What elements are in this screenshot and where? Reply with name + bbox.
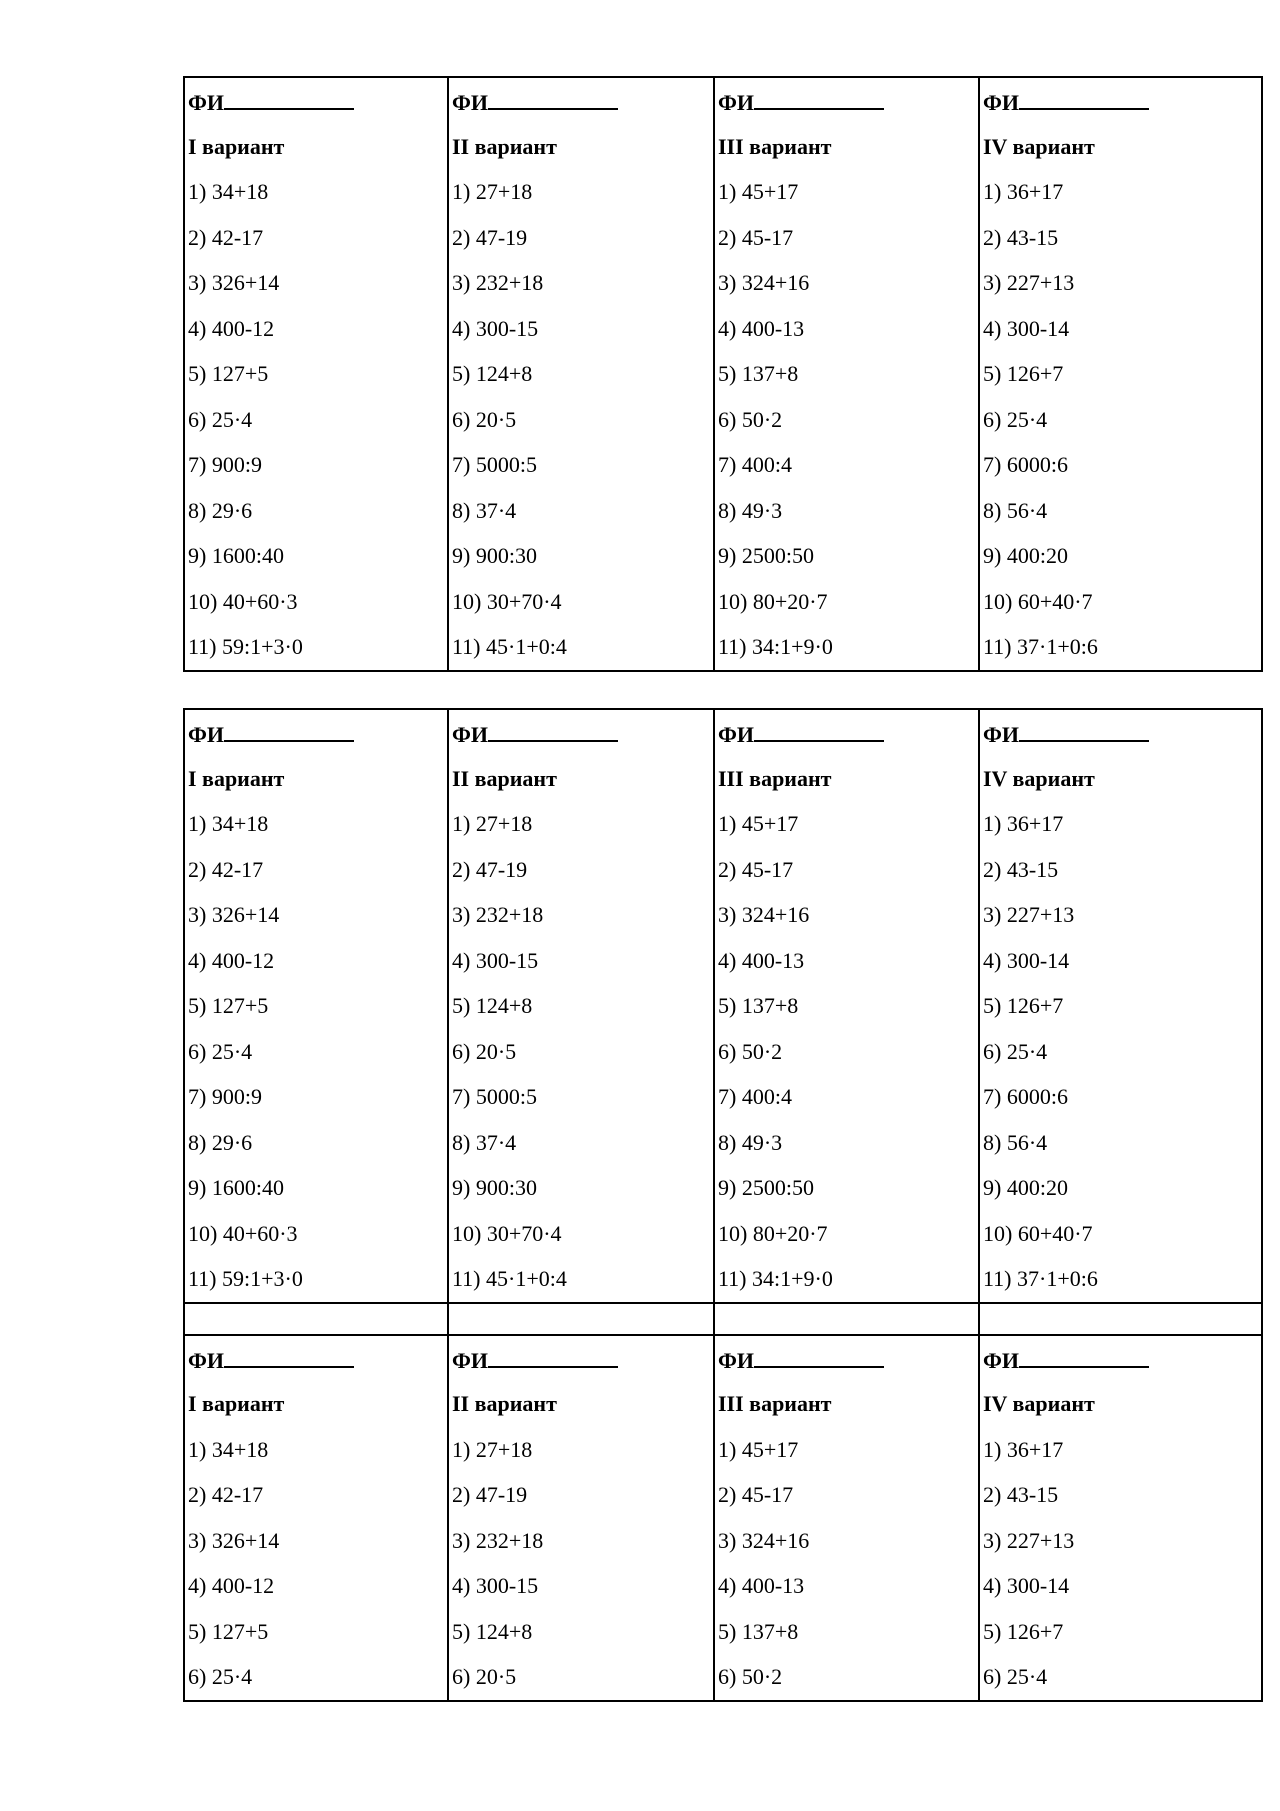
task-item: 6) 20·5 — [452, 1664, 517, 1689]
name-blank-line[interactable] — [488, 1336, 618, 1368]
task-item: 1) 36+17 — [983, 1436, 1064, 1462]
name-field-label: ФИ — [718, 90, 755, 115]
task-item: 3) 326+14 — [188, 902, 280, 927]
name-blank-line[interactable] — [1019, 710, 1149, 742]
task-item: 6) 25·4 — [983, 406, 1048, 432]
name-field-label: ФИ — [188, 1347, 225, 1373]
task-item: 7) 6000:6 — [983, 452, 1068, 477]
name-field-label: ФИ — [452, 722, 489, 747]
task-item: 2) 42-17 — [188, 224, 264, 250]
name-field[interactable] — [983, 78, 1258, 124]
task-item: 6) 25·4 — [983, 1038, 1048, 1064]
variant-title: IV вариант — [983, 133, 1095, 159]
name-blank-line[interactable] — [754, 1336, 884, 1368]
variant-title: II вариант — [452, 1391, 557, 1416]
variant-card-2 — [448, 77, 714, 671]
task-item: 9) 400:20 — [983, 543, 1068, 568]
name-blank-line[interactable] — [1019, 1336, 1149, 1368]
name-field[interactable] — [452, 710, 710, 756]
task-item: 11) 45·1+0:4 — [452, 1266, 567, 1291]
task-item: 4) 300-14 — [983, 947, 1070, 973]
variant-title: IV вариант — [983, 1391, 1095, 1416]
name-blank-line[interactable] — [1019, 78, 1149, 110]
task-item: 9) 400:20 — [983, 1175, 1068, 1200]
name-field[interactable] — [452, 1336, 710, 1382]
task-item: 4) 400-13 — [718, 1573, 805, 1598]
name-field[interactable] — [983, 710, 1258, 756]
card-block-2 — [183, 708, 1263, 1702]
name-field-label: ФИ — [983, 90, 1020, 115]
variant-card-4 — [979, 709, 1262, 1303]
variant-card-3 — [714, 709, 979, 1303]
name-blank-line[interactable] — [224, 78, 354, 110]
task-item: 8) 37·4 — [452, 1129, 517, 1155]
task-item: 9) 1600:40 — [188, 1175, 284, 1200]
card-block-1 — [183, 76, 1263, 672]
task-item: 4) 300-15 — [452, 947, 539, 973]
task-item: 3) 324+16 — [718, 902, 810, 927]
name-field-label: ФИ — [452, 1347, 489, 1373]
task-item: 5) 126+7 — [983, 993, 1064, 1018]
task-item: 2) 47-19 — [452, 1482, 528, 1507]
task-item: 1) 27+18 — [452, 1436, 533, 1462]
name-field-label: ФИ — [188, 722, 225, 747]
task-item: 11) 45·1+0:4 — [452, 634, 567, 659]
task-item: 8) 37·4 — [452, 497, 517, 523]
name-field[interactable] — [718, 710, 975, 756]
task-item: 1) 27+18 — [452, 811, 533, 836]
task-item: 5) 124+8 — [452, 1618, 533, 1644]
task-item: 7) 6000:6 — [983, 1084, 1068, 1109]
task-item: 11) 34:1+9·0 — [718, 634, 833, 659]
task-item: 5) 124+8 — [452, 993, 533, 1018]
name-blank-line[interactable] — [754, 78, 884, 110]
task-item: 10) 80+20·7 — [718, 1220, 828, 1246]
task-item: 10) 80+20·7 — [718, 588, 828, 614]
name-blank-line[interactable] — [488, 710, 618, 742]
task-item: 4) 300-15 — [452, 315, 539, 341]
task-item: 3) 326+14 — [188, 1527, 280, 1553]
task-item: 6) 25·4 — [983, 1664, 1048, 1689]
task-item: 4) 300-15 — [452, 1573, 539, 1598]
task-item: 8) 49·3 — [718, 1129, 783, 1155]
task-item: 5) 137+8 — [718, 361, 799, 386]
task-item: 4) 400-12 — [188, 315, 275, 341]
task-item: 6) 50·2 — [718, 406, 783, 432]
variant-title: III вариант — [718, 133, 832, 159]
variant-card-1 — [184, 1335, 448, 1701]
variant-card-3 — [714, 77, 979, 671]
task-item: 9) 1600:40 — [188, 543, 284, 568]
task-item: 1) 45+17 — [718, 811, 799, 836]
task-item: 4) 300-14 — [983, 1573, 1070, 1598]
task-item: 3) 232+18 — [452, 270, 544, 295]
task-item: 3) 324+16 — [718, 1527, 810, 1553]
empty-cell — [714, 1303, 979, 1335]
task-item: 1) 34+18 — [188, 179, 269, 204]
variant-title: I вариант — [188, 765, 285, 791]
task-item: 5) 126+7 — [983, 1618, 1064, 1644]
name-field[interactable] — [188, 710, 444, 756]
task-item: 8) 56·4 — [983, 1129, 1048, 1155]
variant-card-4 — [979, 77, 1262, 671]
empty-cell — [448, 1303, 714, 1335]
task-item: 2) 47-19 — [452, 856, 528, 882]
task-item: 7) 400:4 — [718, 1084, 792, 1109]
task-item: 8) 29·6 — [188, 1129, 253, 1155]
task-item: 10) 60+40·7 — [983, 588, 1093, 614]
variant-card-2 — [448, 1335, 714, 1701]
task-item: 2) 45-17 — [718, 1482, 794, 1507]
task-item: 5) 127+5 — [188, 993, 269, 1018]
variant-card-1 — [184, 77, 448, 671]
task-item: 4) 400-13 — [718, 947, 805, 973]
task-item: 7) 900:9 — [188, 1084, 262, 1109]
card-block-3 — [184, 1335, 1262, 1701]
name-field[interactable] — [188, 78, 444, 124]
name-blank-line[interactable] — [224, 710, 354, 742]
task-item: 10) 40+60·3 — [188, 588, 298, 614]
name-field[interactable] — [718, 78, 975, 124]
task-item: 3) 227+13 — [983, 902, 1075, 927]
name-field-label: ФИ — [718, 1347, 755, 1373]
variant-title: I вариант — [188, 133, 285, 159]
name-field-label: ФИ — [188, 90, 225, 115]
task-item: 1) 36+17 — [983, 179, 1064, 204]
task-item: 1) 36+17 — [983, 811, 1064, 836]
task-item: 2) 43-15 — [983, 856, 1059, 882]
task-item: 10) 30+70·4 — [452, 588, 562, 614]
task-item: 6) 20·5 — [452, 1038, 517, 1064]
task-item: 7) 400:4 — [718, 452, 792, 477]
task-item: 7) 900:9 — [188, 452, 262, 477]
task-item: 6) 20·5 — [452, 406, 517, 432]
name-blank-line[interactable] — [754, 710, 884, 742]
task-item: 2) 45-17 — [718, 856, 794, 882]
task-item: 1) 45+17 — [718, 179, 799, 204]
task-item: 11) 34:1+9·0 — [718, 1266, 833, 1291]
name-field[interactable] — [718, 1336, 975, 1382]
name-field-label: ФИ — [983, 722, 1020, 747]
task-item: 9) 900:30 — [452, 1175, 537, 1200]
task-item: 8) 29·6 — [188, 497, 253, 523]
task-item: 2) 42-17 — [188, 856, 264, 882]
task-item: 9) 2500:50 — [718, 543, 814, 568]
task-item: 3) 227+13 — [983, 270, 1075, 295]
name-field[interactable] — [188, 1336, 444, 1382]
task-item: 2) 45-17 — [718, 224, 794, 250]
variant-title: III вариант — [718, 1391, 832, 1416]
task-item: 5) 137+8 — [718, 1618, 799, 1644]
variant-title: IV вариант — [983, 765, 1095, 791]
task-item: 2) 43-15 — [983, 224, 1059, 250]
empty-cell — [979, 1303, 1262, 1335]
variant-title: II вариант — [452, 133, 557, 159]
task-item: 8) 49·3 — [718, 497, 783, 523]
task-item: 5) 126+7 — [983, 361, 1064, 386]
task-item: 1) 34+18 — [188, 811, 269, 836]
task-item: 6) 50·2 — [718, 1038, 783, 1064]
task-item: 3) 326+14 — [188, 270, 280, 295]
task-item: 4) 400-12 — [188, 947, 275, 973]
task-item: 7) 5000:5 — [452, 452, 537, 477]
name-field-label: ФИ — [983, 1347, 1020, 1373]
task-item: 10) 60+40·7 — [983, 1220, 1093, 1246]
task-item: 10) 40+60·3 — [188, 1220, 298, 1246]
empty-cell — [184, 1303, 448, 1335]
task-item: 4) 400-13 — [718, 315, 805, 341]
task-item: 5) 124+8 — [452, 361, 533, 386]
task-item: 9) 900:30 — [452, 543, 537, 568]
task-item: 7) 5000:5 — [452, 1084, 537, 1109]
name-field[interactable] — [983, 1336, 1258, 1382]
task-item: 5) 137+8 — [718, 993, 799, 1018]
task-item: 10) 30+70·4 — [452, 1220, 562, 1246]
task-item: 2) 43-15 — [983, 1482, 1059, 1507]
task-item: 6) 50·2 — [718, 1664, 783, 1689]
task-item: 6) 25·4 — [188, 1664, 253, 1689]
task-item: 11) 37·1+0:6 — [983, 634, 1098, 659]
task-item: 3) 232+18 — [452, 902, 544, 927]
task-item: 4) 300-14 — [983, 315, 1070, 341]
variant-title: II вариант — [452, 765, 557, 791]
task-item: 1) 27+18 — [452, 179, 533, 204]
name-field-label: ФИ — [452, 90, 489, 115]
task-item: 11) 59:1+3·0 — [188, 634, 303, 659]
task-item: 9) 2500:50 — [718, 1175, 814, 1200]
task-item: 5) 127+5 — [188, 1618, 269, 1644]
task-item: 8) 56·4 — [983, 497, 1048, 523]
task-item: 3) 227+13 — [983, 1527, 1075, 1553]
spacer-row — [184, 1303, 1262, 1335]
task-item: 2) 47-19 — [452, 224, 528, 250]
task-item: 1) 34+18 — [188, 1436, 269, 1462]
task-item: 1) 45+17 — [718, 1436, 799, 1462]
variant-title: I вариант — [188, 1391, 285, 1416]
name-blank-line[interactable] — [224, 1336, 354, 1368]
variant-card-4 — [979, 1335, 1262, 1701]
name-field[interactable] — [452, 78, 710, 124]
task-item: 5) 127+5 — [188, 361, 269, 386]
task-item: 2) 42-17 — [188, 1482, 264, 1507]
task-item: 11) 37·1+0:6 — [983, 1266, 1098, 1291]
variant-card-1 — [184, 709, 448, 1303]
task-item: 4) 400-12 — [188, 1573, 275, 1598]
name-field-label: ФИ — [718, 722, 755, 747]
variant-card-3 — [714, 1335, 979, 1701]
task-item: 3) 232+18 — [452, 1527, 544, 1553]
task-item: 6) 25·4 — [188, 406, 253, 432]
variant-title: III вариант — [718, 765, 832, 791]
name-blank-line[interactable] — [488, 78, 618, 110]
task-item: 11) 59:1+3·0 — [188, 1266, 303, 1291]
task-item: 6) 25·4 — [188, 1038, 253, 1064]
task-item: 3) 324+16 — [718, 270, 810, 295]
variant-card-2 — [448, 709, 714, 1303]
